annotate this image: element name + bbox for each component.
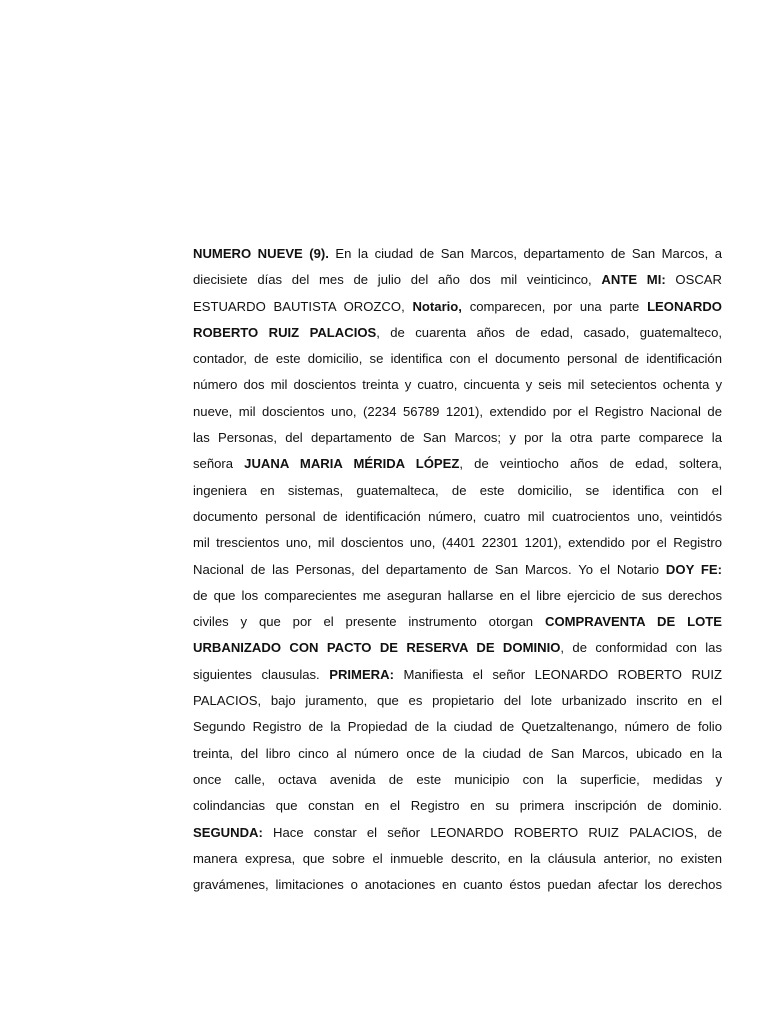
text-line xyxy=(193,583,722,609)
text-line xyxy=(193,530,722,556)
text-span: , de cuarenta años de edad, casado, guatemalteco, xyxy=(376,324,722,340)
text-line xyxy=(193,372,722,398)
bold-text-span: SEGUNDA: xyxy=(193,824,263,840)
text-line xyxy=(193,478,722,504)
text-span: Segundo Registro de la Propiedad de la ciudad de Quetzaltenango, número de folio xyxy=(193,719,722,735)
bold-text-span: DOY FE: xyxy=(665,561,722,577)
bold-text-span: URBANIZADO CON PACTO DE RESERVA DE DOMINIO xyxy=(193,640,561,656)
text-line xyxy=(193,767,722,793)
bold-text-span: LEONARDO xyxy=(647,298,722,314)
bold-text-span: ANTE MI: xyxy=(601,272,666,288)
text-span: civiles y que por el presente instrumento otorgan xyxy=(193,614,545,630)
bold-text-span: PRIMERA: xyxy=(329,666,394,682)
text-span: , de veintiocho años de edad, soltera, xyxy=(459,456,722,472)
text-span: documento personal de identificación número, cuatro mil cuatrocientos uno, veintidós xyxy=(193,508,722,524)
text-line xyxy=(193,872,722,898)
text-line xyxy=(193,609,722,635)
bold-text-span: Notario, xyxy=(412,298,462,314)
text-line xyxy=(193,557,722,583)
text-span: , de conformidad con las xyxy=(560,640,722,656)
bold-text-span: NUMERO NUEVE (9). xyxy=(193,246,329,261)
bold-text-span: JUANA MARIA MÉRIDA LÓPEZ xyxy=(244,456,460,472)
text-line xyxy=(193,294,722,320)
text-span: ingeniera en sistemas, guatemalteca, de este domicilio, se identifica con el xyxy=(193,482,722,498)
text-line xyxy=(193,399,722,425)
text-line xyxy=(193,741,722,767)
text-span: gravámenes, limitaciones o anotaciones en cuanto éstos puedan afectar los derechos xyxy=(193,877,722,893)
text-line xyxy=(193,793,722,819)
text-span: treinta, del libro cinco al número once de la ciudad de San Marcos, ubicado en la xyxy=(193,745,722,761)
text-span: colindancias que constan en el Registro en su primera inscripción de dominio. xyxy=(193,798,722,814)
text-span: nueve, mil doscientos uno, (2234 56789 1201), extendido por el Registro Nacional de xyxy=(193,403,722,419)
text-span: Nacional de las Personas, del departamento de San Marcos. Yo el Notario xyxy=(193,561,666,577)
text-line xyxy=(193,635,722,661)
text-span: las Personas, del departamento de San Marcos; y por la otra parte comparece la xyxy=(193,430,722,446)
text-span: diecisiete días del mes de julio del año dos mil veinticinco, xyxy=(193,272,602,288)
text-span: manera expresa, que sobre el inmueble descrito, en la cláusula anterior, no existen xyxy=(193,850,722,866)
text-span: Hace constar el señor LEONARDO ROBERTO RUIZ PALACIOS, de xyxy=(262,824,722,840)
text-line xyxy=(193,267,722,293)
text-span: mil trescientos uno, mil doscientos uno, (4401 22301 1201), extendido por el Registro xyxy=(193,535,722,551)
text-line xyxy=(193,425,722,451)
text-span: siguientes clausulas. xyxy=(193,666,330,682)
document-body xyxy=(193,241,722,898)
text-line xyxy=(193,714,722,740)
text-line xyxy=(193,662,722,688)
text-line xyxy=(193,241,722,267)
text-span: ESTUARDO BAUTISTA OROZCO, xyxy=(193,298,413,314)
bold-text-span: COMPRAVENTA DE LOTE xyxy=(544,614,722,630)
text-line xyxy=(193,346,722,372)
text-span: número dos mil doscientos treinta y cuatro, cincuenta y seis mil setecientos ochenta y xyxy=(193,377,722,393)
text-span: En la ciudad de San Marcos, departamento de San Marcos, a xyxy=(328,246,722,261)
text-span: Manifiesta el señor LEONARDO ROBERTO RUIZ xyxy=(393,666,722,682)
bold-text-span: ROBERTO RUIZ PALACIOS xyxy=(193,324,377,340)
text-line xyxy=(193,688,722,714)
text-span: once calle, octava avenida de este municipio con la superficie, medidas y xyxy=(193,771,722,787)
text-span: contador, de este domicilio, se identifica con el documento personal de identificación xyxy=(193,351,722,367)
text-span: comparecen, por una parte xyxy=(461,298,648,314)
text-line xyxy=(193,451,722,477)
text-span: de que los comparecientes me aseguran hallarse en el libre ejercicio de sus derechos xyxy=(193,587,722,603)
text-line xyxy=(193,320,722,346)
text-span: OSCAR xyxy=(665,272,723,288)
text-span: señora xyxy=(193,456,245,472)
text-line xyxy=(193,504,722,530)
text-line xyxy=(193,820,722,846)
text-span: PALACIOS, bajo juramento, que es propietario del lote urbanizado inscrito en el xyxy=(193,693,722,709)
text-line xyxy=(193,846,722,872)
